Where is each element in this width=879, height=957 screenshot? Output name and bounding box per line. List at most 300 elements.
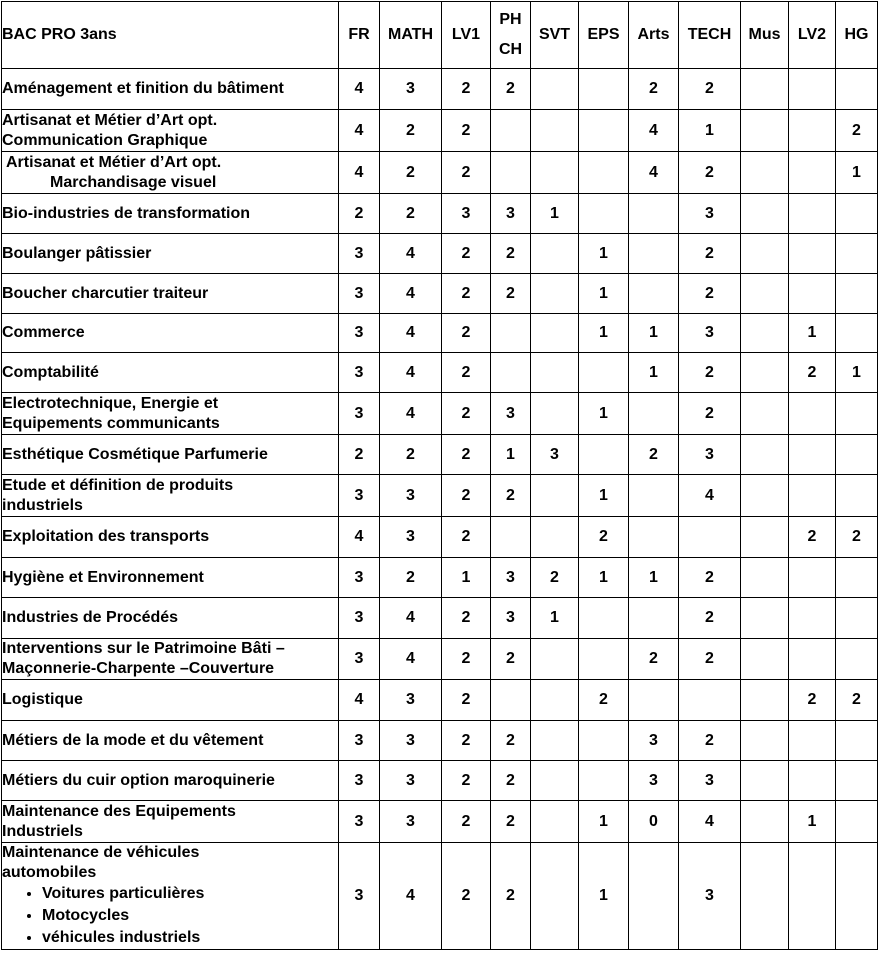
hours-cell: 3 [380, 475, 442, 517]
filiere-name-line: Métiers du cuir option maroquinerie [2, 771, 275, 789]
table-row [2, 435, 878, 475]
hours-cell [531, 761, 579, 801]
hours-cell [629, 843, 679, 950]
hours-cell [741, 152, 789, 194]
hours-cell: 3 [629, 761, 679, 801]
filiere-name [2, 558, 339, 598]
header-row [2, 2, 878, 69]
hours-cell [629, 194, 679, 234]
filiere-name [2, 353, 339, 393]
hours-cell [491, 353, 531, 393]
filiere-name [2, 680, 339, 721]
hours-cell: 1 [491, 435, 531, 475]
filiere-name-line: Etude et définition de produits [2, 476, 234, 494]
hours-cell: 2 [442, 843, 491, 950]
hours-cell: 2 [442, 639, 491, 680]
hours-cell [836, 598, 878, 639]
table-body [2, 69, 878, 950]
hours-cell [741, 761, 789, 801]
hours-cell: 2 [442, 393, 491, 435]
hours-cell: 3 [679, 194, 741, 234]
hours-cell: 1 [629, 558, 679, 598]
option-item: • Voitures particulières [42, 883, 338, 905]
hours-cell: 2 [629, 639, 679, 680]
hours-cell: 2 [491, 639, 531, 680]
hours-cell [741, 801, 789, 843]
hours-cell [579, 353, 629, 393]
hours-cell: 3 [380, 801, 442, 843]
filiere-name [2, 761, 339, 801]
hours-cell: 3 [679, 314, 741, 353]
hours-cell: 2 [679, 598, 741, 639]
hours-cell: 2 [579, 680, 629, 721]
col-header-svt: SVT [531, 2, 579, 69]
table-row [2, 598, 878, 639]
filiere-name-line: industriels [2, 496, 83, 514]
hours-cell: 3 [339, 801, 380, 843]
hours-cell [836, 69, 878, 110]
hours-cell: 1 [679, 110, 741, 152]
hours-cell: 3 [491, 598, 531, 639]
filiere-name-line: Interventions sur le Patrimoine Bâti – [2, 640, 285, 657]
hours-cell: 1 [579, 393, 629, 435]
col-header-tech: TECH [679, 2, 741, 69]
hours-cell [531, 721, 579, 761]
hours-cell [629, 680, 679, 721]
hours-cell: 3 [491, 194, 531, 234]
hours-cell [579, 152, 629, 194]
filiere-name [2, 639, 339, 680]
hours-cell [531, 843, 579, 950]
col-header-fr: FR [339, 2, 380, 69]
filiere-name-line: Esthétique Cosmétique Parfumerie [2, 445, 268, 463]
hours-cell: 2 [380, 435, 442, 475]
filiere-name [2, 435, 339, 475]
hours-cell [789, 393, 836, 435]
hours-cell [629, 517, 679, 558]
filiere-name [2, 314, 339, 353]
hours-cell: 2 [442, 475, 491, 517]
hours-cell: 2 [679, 274, 741, 314]
hours-cell [579, 435, 629, 475]
hours-cell: 2 [442, 517, 491, 558]
hours-cell [741, 721, 789, 761]
table-row [2, 393, 878, 435]
hours-cell: 2 [380, 152, 442, 194]
filiere-name [2, 475, 339, 517]
filiere-name [2, 517, 339, 558]
filiere-name-line: Boulanger pâtissier [2, 244, 152, 262]
hours-cell: 4 [339, 680, 380, 721]
hours-cell: 2 [442, 801, 491, 843]
hours-cell: 4 [679, 475, 741, 517]
hours-cell: 2 [629, 69, 679, 110]
hours-cell [741, 517, 789, 558]
hours-cell: 4 [629, 152, 679, 194]
hours-cell: 2 [442, 761, 491, 801]
filiere-name [2, 721, 339, 761]
filiere-name-line: Comptabilité [2, 363, 99, 381]
hours-cell [531, 517, 579, 558]
hours-cell: 2 [380, 558, 442, 598]
table-title: BAC PRO 3ans [2, 2, 339, 69]
hours-cell [679, 517, 741, 558]
hours-cell: 1 [579, 274, 629, 314]
table-row [2, 517, 878, 558]
hours-cell [741, 69, 789, 110]
hours-cell: 1 [579, 475, 629, 517]
hours-cell: 2 [836, 110, 878, 152]
hours-cell: 3 [491, 558, 531, 598]
hours-cell: 2 [679, 69, 741, 110]
hours-cell: 4 [380, 234, 442, 274]
hours-cell [741, 234, 789, 274]
hours-cell [836, 274, 878, 314]
hours-cell [531, 274, 579, 314]
hours-cell: 4 [629, 110, 679, 152]
table-row [2, 558, 878, 598]
hours-cell [629, 598, 679, 639]
hours-cell: 4 [380, 393, 442, 435]
hours-cell [836, 801, 878, 843]
hours-cell [491, 152, 531, 194]
hours-cell: 2 [679, 721, 741, 761]
hours-cell [836, 393, 878, 435]
hours-cell [836, 843, 878, 950]
hours-cell [579, 69, 629, 110]
hours-cell: 2 [491, 69, 531, 110]
table-row [2, 801, 878, 843]
hours-cell [741, 393, 789, 435]
filiere-name-line: Industries de Procédés [2, 609, 179, 626]
filiere-name-line: Marchandisage visuel [50, 173, 217, 191]
hours-cell: 2 [442, 152, 491, 194]
hours-cell: 2 [442, 110, 491, 152]
hours-cell: 1 [836, 353, 878, 393]
hours-cell [836, 435, 878, 475]
filiere-name [2, 110, 339, 152]
hours-cell [679, 680, 741, 721]
hours-cell: 3 [442, 194, 491, 234]
hours-cell: 3 [491, 393, 531, 435]
hours-cell: 3 [380, 69, 442, 110]
col-header-arts: Arts [629, 2, 679, 69]
filiere-name [2, 69, 339, 110]
col-header-eps: EPS [579, 2, 629, 69]
hours-cell: 4 [339, 69, 380, 110]
hours-cell [789, 475, 836, 517]
filiere-name-line: Equipements communicants [2, 414, 220, 432]
hours-cell: 1 [531, 194, 579, 234]
filiere-name [2, 194, 339, 234]
filiere-name [2, 274, 339, 314]
filiere-name-line: automobiles [2, 864, 97, 881]
hours-cell: 0 [629, 801, 679, 843]
filiere-name [2, 393, 339, 435]
hours-cell: 2 [629, 435, 679, 475]
table-row [2, 152, 878, 194]
hours-cell [836, 761, 878, 801]
hours-cell: 3 [531, 435, 579, 475]
hours-cell [741, 639, 789, 680]
hours-cell: 3 [679, 435, 741, 475]
hours-cell [789, 721, 836, 761]
hours-cell [741, 274, 789, 314]
hours-cell: 1 [629, 353, 679, 393]
hours-cell [741, 475, 789, 517]
hours-cell: 4 [380, 639, 442, 680]
hours-cell: 2 [491, 843, 531, 950]
table-row [2, 475, 878, 517]
hours-cell: 2 [491, 721, 531, 761]
table-row [2, 69, 878, 110]
col-header-lv2: LV2 [789, 2, 836, 69]
hours-cell [491, 314, 531, 353]
option-list [2, 883, 338, 949]
table-row [2, 761, 878, 801]
hours-cell: 2 [789, 353, 836, 393]
table-row [2, 353, 878, 393]
hours-cell [741, 435, 789, 475]
hours-cell [531, 110, 579, 152]
filiere-name-line: Exploitation des transports [2, 528, 210, 545]
hours-cell: 2 [491, 274, 531, 314]
hours-cell: 1 [789, 314, 836, 353]
hours-cell [579, 194, 629, 234]
hours-cell [789, 761, 836, 801]
filiere-name-line: Artisanat et Métier d’Art opt. [2, 111, 218, 129]
hours-cell [531, 393, 579, 435]
filiere-name-line: Hygiène et Environnement [2, 568, 204, 586]
filiere-name-line: Maçonnerie-Charpente –Couverture [2, 660, 275, 677]
hours-cell: 2 [339, 435, 380, 475]
hours-cell: 3 [339, 843, 380, 950]
hours-cell [836, 314, 878, 353]
option-item: • véhicules industriels [42, 927, 338, 949]
hours-cell [836, 234, 878, 274]
hours-cell: 4 [380, 598, 442, 639]
hours-cell: 1 [836, 152, 878, 194]
hours-cell: 2 [442, 435, 491, 475]
hours-cell: 2 [491, 234, 531, 274]
hours-cell: 2 [380, 110, 442, 152]
hours-cell [491, 680, 531, 721]
hours-cell [531, 69, 579, 110]
hours-cell [629, 274, 679, 314]
hours-cell [579, 721, 629, 761]
hours-cell [789, 194, 836, 234]
hours-cell [579, 598, 629, 639]
filiere-name-line: Logistique [2, 691, 83, 708]
filiere-name-line: Métiers de la mode et du vêtement [2, 731, 264, 749]
hours-cell [491, 517, 531, 558]
hours-cell: 3 [339, 274, 380, 314]
hours-cell [789, 639, 836, 680]
hours-cell [836, 194, 878, 234]
hours-cell [629, 234, 679, 274]
hours-cell: 3 [339, 598, 380, 639]
hours-cell: 4 [339, 517, 380, 558]
hours-cell: 4 [339, 110, 380, 152]
hours-cell: 2 [442, 314, 491, 353]
hours-cell [789, 435, 836, 475]
hours-cell: 2 [491, 761, 531, 801]
col-header-lv1: LV1 [442, 2, 491, 69]
filiere-name-line: Industriels [2, 822, 83, 840]
hours-cell [789, 69, 836, 110]
table-row [2, 721, 878, 761]
filiere-name-line: Boucher charcutier traiteur [2, 284, 209, 302]
hours-cell: 3 [339, 721, 380, 761]
hours-cell [789, 110, 836, 152]
hours-cell [629, 475, 679, 517]
filiere-name-line: Maintenance de véhicules [2, 844, 200, 861]
table-row [2, 110, 878, 152]
hours-cell: 3 [629, 721, 679, 761]
hours-cell: 3 [339, 314, 380, 353]
hours-cell [531, 680, 579, 721]
col-header-math: MATH [380, 2, 442, 69]
hours-cell [789, 274, 836, 314]
hours-cell: 4 [380, 274, 442, 314]
hours-cell: 2 [491, 475, 531, 517]
hours-cell [836, 475, 878, 517]
hours-cell: 2 [789, 517, 836, 558]
hours-cell: 3 [380, 680, 442, 721]
hours-cell [789, 152, 836, 194]
hours-cell [741, 598, 789, 639]
table-row [2, 194, 878, 234]
hours-cell: 2 [679, 234, 741, 274]
hours-cell: 3 [339, 639, 380, 680]
hours-cell [741, 110, 789, 152]
table-row [2, 843, 878, 950]
bac-pro-subject-table [1, 1, 878, 950]
hours-cell: 2 [679, 353, 741, 393]
hours-cell [579, 761, 629, 801]
filiere-name-line: Artisanat et Métier d’Art opt. [6, 153, 222, 171]
hours-cell [531, 801, 579, 843]
filiere-name [2, 843, 339, 950]
hours-cell [741, 353, 789, 393]
hours-cell: 3 [339, 234, 380, 274]
hours-cell: 2 [380, 194, 442, 234]
hours-cell: 1 [579, 234, 629, 274]
hours-cell: 1 [531, 598, 579, 639]
hours-cell: 2 [491, 801, 531, 843]
hours-cell: 3 [339, 558, 380, 598]
hours-cell: 2 [442, 274, 491, 314]
hours-cell: 2 [679, 639, 741, 680]
col-header-mus: Mus [741, 2, 789, 69]
hours-cell: 2 [442, 234, 491, 274]
hours-cell: 2 [679, 393, 741, 435]
hours-cell: 3 [380, 721, 442, 761]
hours-cell: 2 [836, 517, 878, 558]
hours-cell: 3 [380, 517, 442, 558]
hours-cell [741, 194, 789, 234]
hours-cell: 1 [629, 314, 679, 353]
filiere-name-line: Electrotechnique, Energie et [2, 394, 219, 412]
hours-cell: 1 [579, 558, 629, 598]
hours-cell: 2 [679, 152, 741, 194]
hours-cell: 2 [679, 558, 741, 598]
hours-cell [531, 639, 579, 680]
hours-cell [531, 152, 579, 194]
hours-cell [836, 558, 878, 598]
hours-cell: 2 [531, 558, 579, 598]
hours-cell: 2 [442, 69, 491, 110]
hours-cell: 2 [836, 680, 878, 721]
hours-cell [741, 680, 789, 721]
hours-cell: 2 [339, 194, 380, 234]
hours-cell: 3 [339, 393, 380, 435]
hours-cell [741, 558, 789, 598]
filiere-name-line: Aménagement et finition du bâtiment [2, 80, 284, 97]
hours-cell: 4 [380, 314, 442, 353]
hours-cell: 4 [380, 843, 442, 950]
table-row [2, 680, 878, 721]
hours-cell [491, 110, 531, 152]
hours-cell: 4 [380, 353, 442, 393]
col-header-ph-ch: PH CH [491, 2, 531, 69]
filiere-name [2, 801, 339, 843]
hours-cell [531, 314, 579, 353]
hours-cell [531, 234, 579, 274]
hours-cell: 2 [789, 680, 836, 721]
hours-cell: 3 [339, 475, 380, 517]
hours-cell: 1 [579, 843, 629, 950]
hours-cell: 2 [442, 680, 491, 721]
hours-cell: 4 [679, 801, 741, 843]
hours-cell: 4 [339, 152, 380, 194]
hours-cell [579, 639, 629, 680]
filiere-name-line: Bio-industries de transformation [2, 204, 251, 222]
hours-cell: 2 [442, 353, 491, 393]
hours-cell [629, 393, 679, 435]
hours-cell [531, 353, 579, 393]
filiere-name [2, 598, 339, 639]
option-item: • Motocycles [42, 905, 338, 927]
filiere-name-line: Maintenance des Equipements [2, 802, 236, 820]
hours-cell [836, 721, 878, 761]
table-row [2, 274, 878, 314]
table-row [2, 314, 878, 353]
hours-cell [741, 843, 789, 950]
filiere-name [2, 152, 339, 194]
hours-cell: 3 [380, 761, 442, 801]
hours-cell: 1 [579, 314, 629, 353]
hours-cell: 2 [579, 517, 629, 558]
hours-cell: 1 [789, 801, 836, 843]
col-header-hg: HG [836, 2, 878, 69]
hours-cell: 2 [442, 598, 491, 639]
hours-cell: 3 [339, 353, 380, 393]
hours-cell: 3 [679, 843, 741, 950]
filiere-name [2, 234, 339, 274]
hours-cell [836, 639, 878, 680]
hours-cell: 1 [442, 558, 491, 598]
hours-cell: 2 [442, 721, 491, 761]
hours-cell: 3 [339, 761, 380, 801]
hours-cell [741, 314, 789, 353]
hours-cell [579, 110, 629, 152]
table-row [2, 639, 878, 680]
hours-cell [789, 598, 836, 639]
table-row [2, 234, 878, 274]
filiere-name-line: Communication Graphique [2, 131, 208, 149]
filiere-name-line: Commerce [2, 324, 85, 341]
